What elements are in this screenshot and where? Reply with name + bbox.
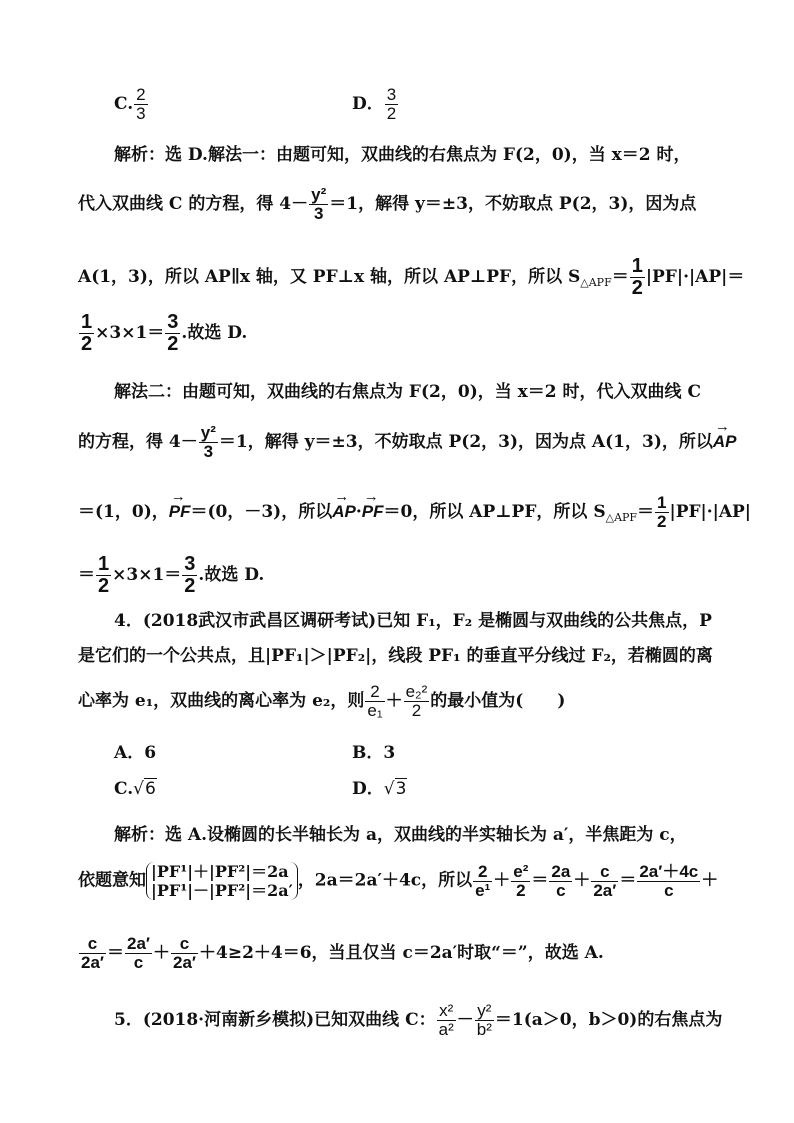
fraction: $\frac{\text{y²}}{3}$ (200, 423, 216, 461)
sol2-line2: 的方程，得 4－ $\frac{\text{y²}}{3}$ ＝1，解得 y＝±3，不妨取点 P(2，3)，因为点 A(1，3)，所以→ AP (78, 424, 737, 461)
q3-option-d-label: D． (352, 94, 384, 114)
sol4-line2: 依题意知 |PF¹|＋|PF²|＝2a |PF¹|－|PF²|＝2a′ ，2a＝2a′＋4c，所以 $\frac{2}{\text{e¹}}$ ＋ $\frac{\text{e²}}{2}$ ＝ $\frac{2a}{c}$ ＋ $\frac{c}{2a'}$ ＝ $\frac{2a'+4c}{c}$ ＋ (78, 861, 719, 900)
q3-option-d-fraction: $\frac{3}{2}$ (386, 85, 397, 123)
fraction: $\frac{3}{2}$ (167, 311, 179, 355)
sol2-line4: ＝ $\frac{1}{2}$ ×3×1＝ $\frac{3}{2}$ .故选 D. (78, 553, 265, 597)
fraction: $\frac{\text{y²}}{3}$ (311, 185, 327, 223)
fraction: $\frac{2a'+4c}{c}$ (639, 861, 699, 900)
q4-option-c: C.√6 (114, 779, 156, 799)
sqrt-symbol: √6 (133, 779, 156, 799)
fraction: $\frac{1}{2}$ (631, 255, 643, 299)
fraction: $\frac{\text{e₂²}}{2}$ (405, 682, 428, 720)
fraction: $\frac{3}{2}$ (184, 553, 196, 597)
sol4-line1: 解析：选 A.设椭圆的长半轴长为 a，双曲线的半实轴长为 a′，半焦距为 c， (114, 825, 687, 845)
fraction: $\frac{2}{\text{e¹}}$ (475, 861, 491, 900)
vector-ap: → AP (713, 425, 737, 453)
sqrt-symbol: √3 (383, 779, 407, 799)
fraction: $\frac{2a'}{c}$ (127, 934, 150, 972)
q4-option-a: A．6 (114, 743, 157, 763)
q4-option-b: B．3 (352, 743, 396, 763)
fraction: $\frac{\text{x²}}{\text{a²}}$ (438, 1001, 454, 1039)
fraction: $\frac{2a}{c}$ (551, 861, 571, 900)
sol1-line2: 代入双曲线 C 的方程，得 4－ $\frac{\text{y²}}{3}$ ＝1，解得 y＝±3，不妨取点 P(2，3)，因为点 (78, 185, 697, 223)
q4-option-d: D．√3 (352, 779, 407, 799)
q3-option-d (352, 86, 399, 123)
fraction: $\frac{\text{e²}}{2}$ (513, 861, 529, 900)
fraction: $\frac{\text{y²}}{\text{b²}}$ (476, 1001, 492, 1039)
fraction: $\frac{2}{\text{e₁}}$ (367, 682, 383, 720)
q3-options (114, 86, 149, 123)
sol2-line1: 解法二：由题可知，双曲线的右焦点为 F(2，0)，当 x＝2 时，代入双曲线 C (114, 382, 701, 402)
vector-pf: → PF (169, 495, 191, 523)
q3-option-c-label: C. (114, 94, 134, 114)
sol1-line1: 解析：选 D.解法一：由题可知，双曲线的右焦点为 F(2，0)，当 x＝2 时， (114, 145, 691, 165)
fraction: $\frac{1}{2}$ (98, 553, 110, 597)
q5-line1: 5．(2018·河南新乡模拟)已知双曲线 C： $\frac{\text{x²}}{\text{a²}}$ － $\frac{\text{y²}}{\text{b²}}$ ＝1(a＞0，b＞0)的右焦点为 (114, 1001, 723, 1039)
sol2-line3: ＝(1，0)，→ PF＝(0，－3)，所以→ AP·→ PF＝0，所以 AP⊥PF，所以 $S_{\triangle APF}=$ $\frac{1}{2}$ |PF|·|AP| (78, 494, 751, 531)
equation-system: |PF¹|＋|PF²|＝2a |PF¹|－|PF²|＝2a′ (146, 862, 298, 900)
sol1-line3: A(1，3)，所以 AP∥x 轴，又 PF⊥x 轴，所以 AP⊥PF，所以 $S_{\triangle APF}=$ $\frac{1}{2}$ |PF|·|AP|＝ (78, 255, 745, 299)
fraction: $\frac{c}{2a'}$ (173, 934, 196, 972)
fraction: $\frac{c}{2a'}$ (593, 861, 617, 900)
fraction: $\frac{1}{2}$ (81, 311, 93, 355)
q3-option-c-fraction: $\frac{2}{3}$ (136, 85, 146, 123)
sol1-line4: $\frac{1}{2}$ ×3×1＝ $\frac{3}{2}$ .故选 D. (81, 311, 248, 355)
q4-line1: 4．(2018武汉市武昌区调研考试)已知 F₁，F₂ 是椭圆与双曲线的公共焦点，P (114, 611, 712, 631)
sol4-line3: $\frac{c}{2a'}$ ＝ $\frac{2a'}{c}$ ＋ $\frac{c}{2a'}$ ＋4≥2＋4＝6，当且仅当 c＝2a′时取“＝”，故选 A. (81, 934, 604, 972)
fraction: $\frac{c}{2a'}$ (81, 934, 104, 972)
q4-line2: 是它们的一个公共点，且|PF₁|＞|PF₂|，线段 PF₁ 的垂直平分线过 F₂，若椭圆的离 (78, 646, 713, 666)
vector-ap: → AP (332, 495, 356, 523)
q4-line3: 心率为 e₁，双曲线的离心率为 e₂，则 $\frac{2}{\text{e₁}}$ ＋ $\frac{\text{e₂²}}{2}$ 的最小值为( ) (78, 682, 566, 720)
fraction: $\frac{1}{2}$ (657, 493, 667, 531)
vector-pf: → PF (362, 495, 384, 523)
